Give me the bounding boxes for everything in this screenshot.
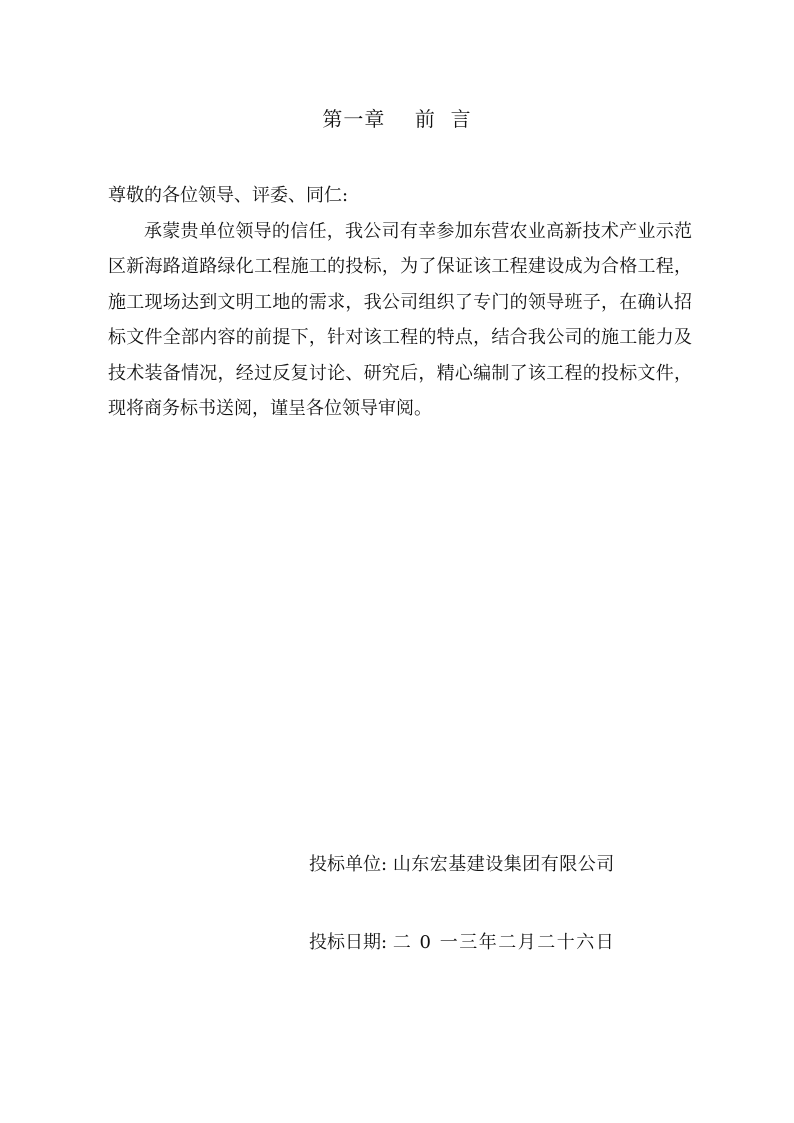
bid-date-line xyxy=(309,929,615,957)
chapter-title: 第一章 前 言 xyxy=(322,107,472,131)
bidder-unit-value: 山东宏基建设集团有限公司 xyxy=(392,854,615,875)
body-text xyxy=(108,178,692,427)
salutation: 尊敬的各位领导、评委、同仁: xyxy=(108,185,349,206)
bidder-unit-label: 投标单位: xyxy=(309,854,388,875)
bid-date-label: 投标日期: xyxy=(309,932,388,953)
bidder-unit-line xyxy=(309,851,615,879)
preface-paragraph: 承蒙贵单位领导的信任，我公司有幸参加东营农业高新技术产业示范区新海路道路绿化工程施工的投标，为了保证该工程建设成为合格工程，施工现场达到文明工地的需求，我公司组织了专门的领导班子，在确认招标文件全部内容的前提下，针对该工程的特点，结合我公司的施工能力及技术装备情况，经过反复讨论、研究后，精心编制了该工程的投标文件，现将商务标书送阅，谨呈各位领导审阅。 xyxy=(108,220,692,419)
bid-date-value: 二 0 一三年二月二十六日 xyxy=(392,932,616,953)
